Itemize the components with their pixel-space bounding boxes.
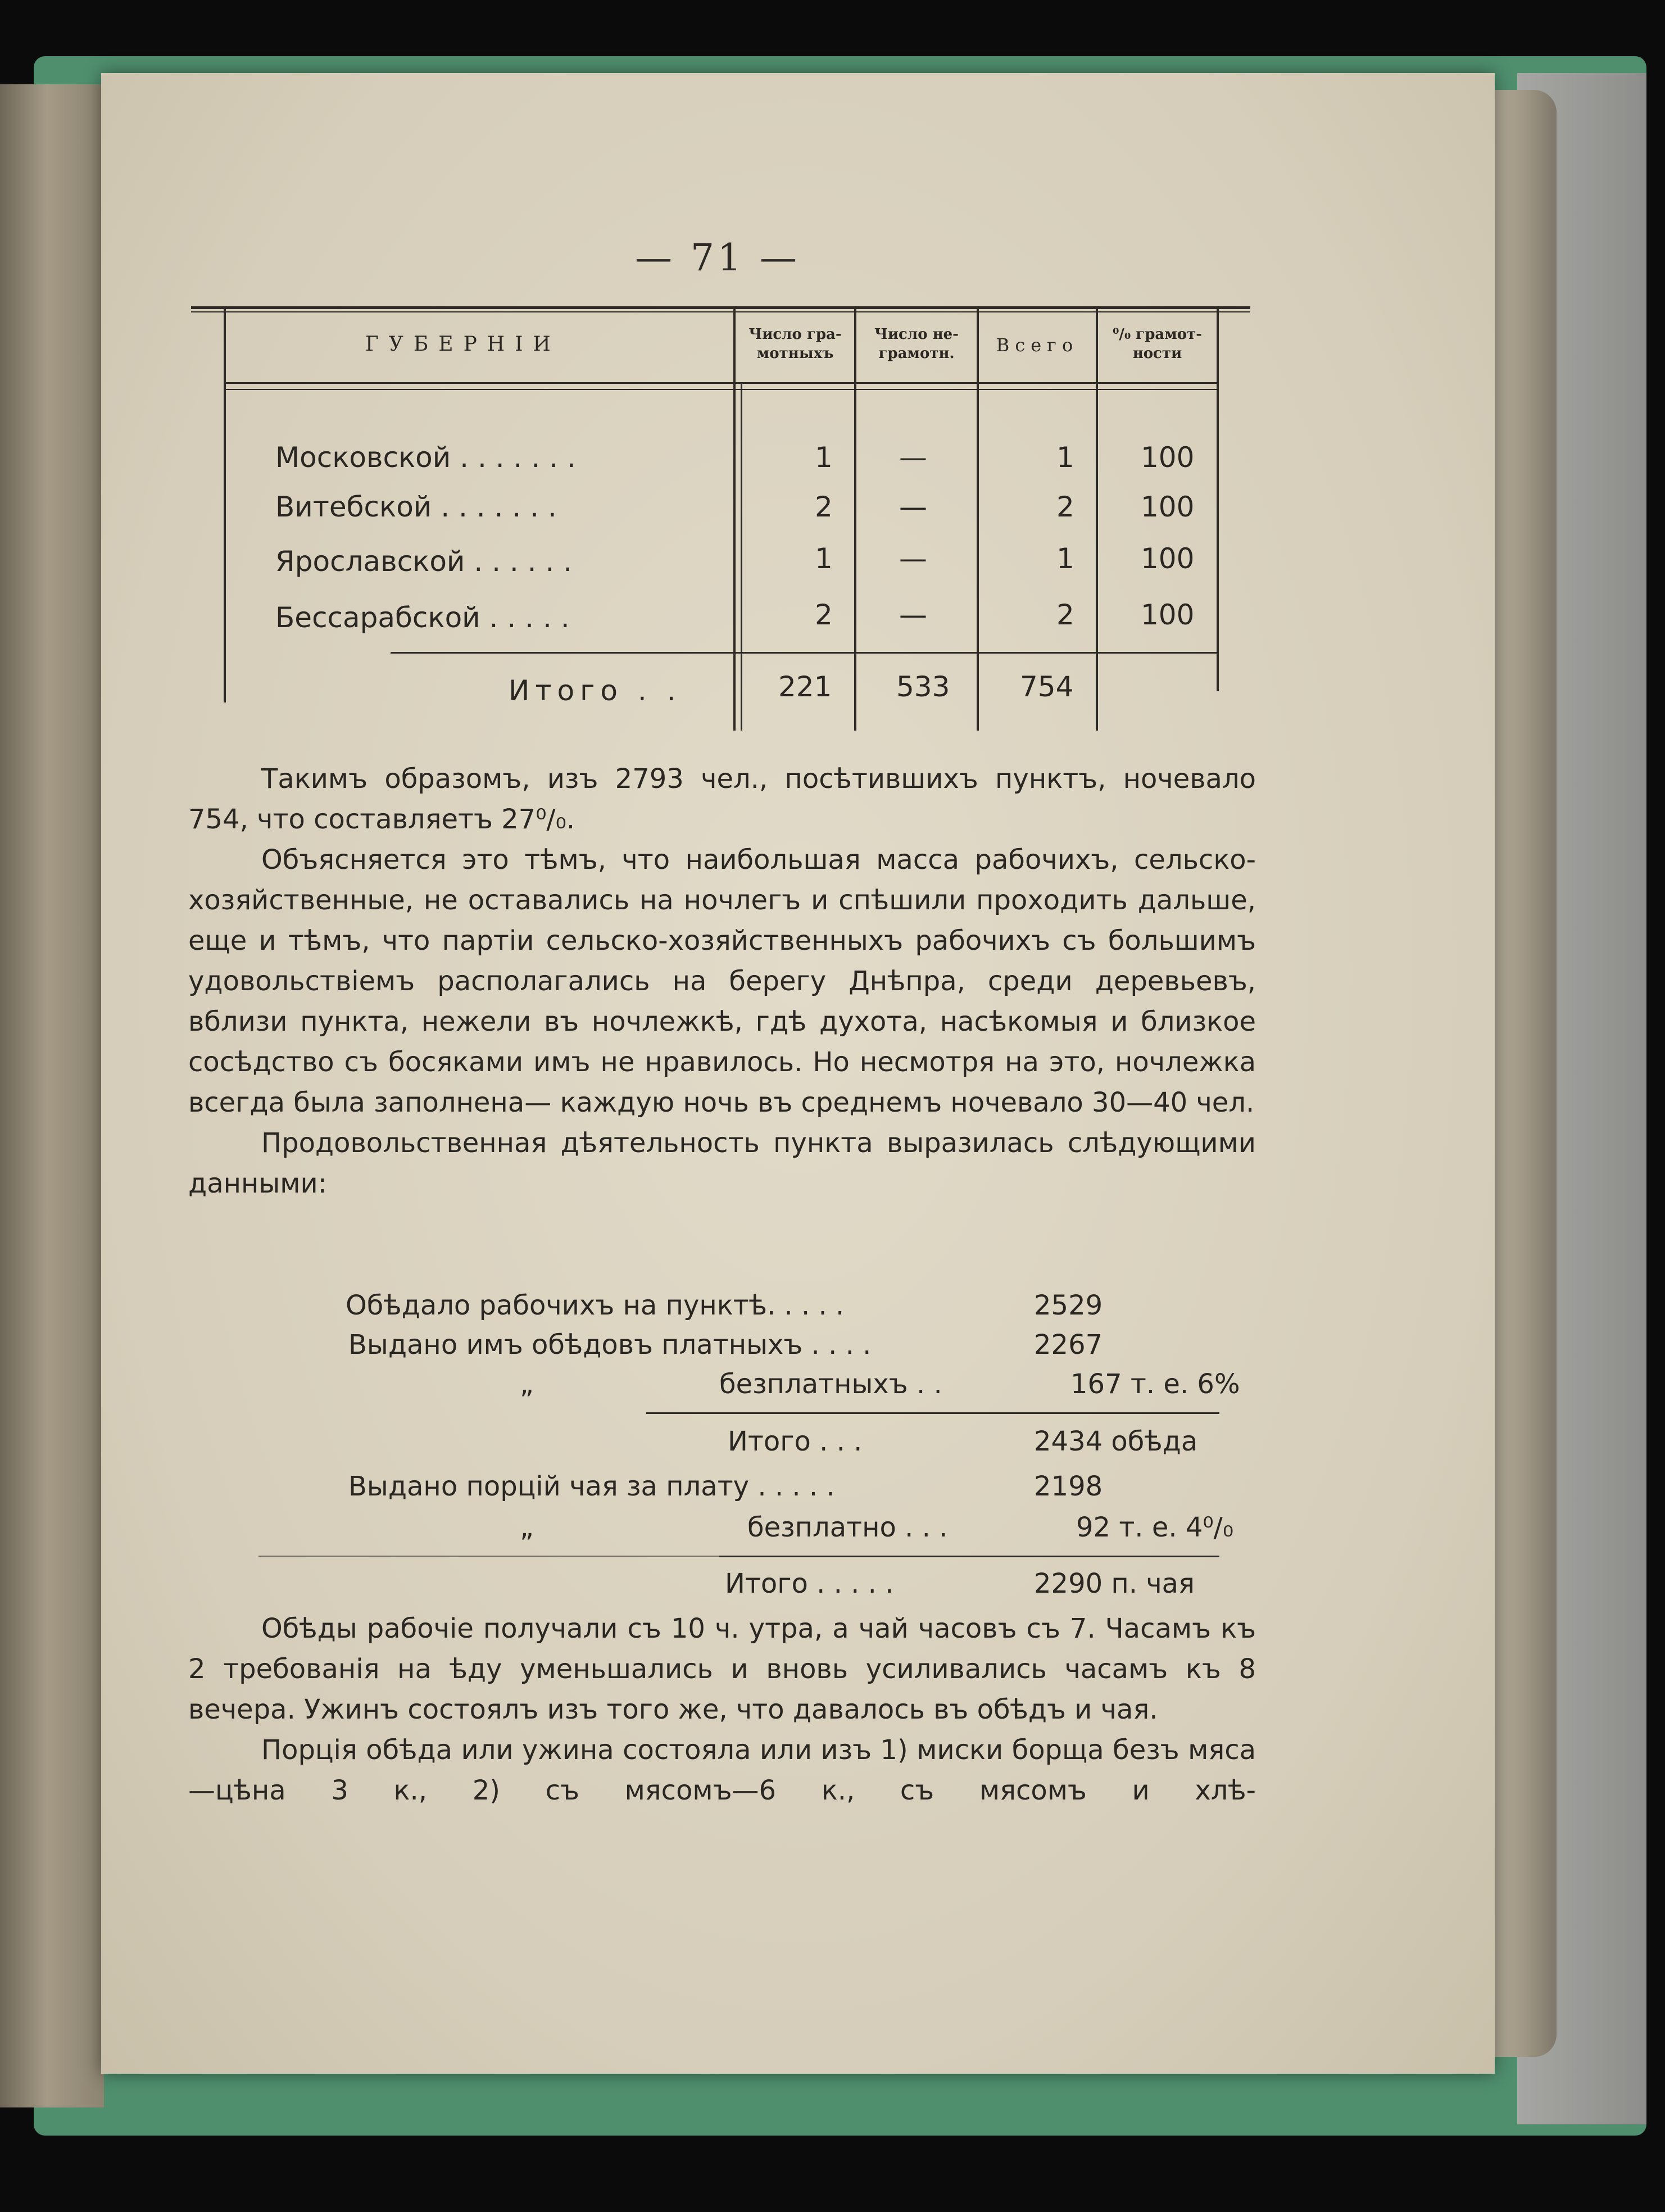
food-total-label: Итого . . . . . (725, 1568, 894, 1599)
table-row: Витебской . . . . . . . (275, 491, 557, 523)
paragraph: Обѣды рабочіе получали съ 10 ч. утра, а чай часовъ съ 7. Часамъ къ 2 требованія на ѣду уменьшались и вновь усиливались часамъ къ 8 вечера. Ужинъ состоялъ изъ того же, что давалось въ обѣдъ и чая. (188, 1613, 1256, 1725)
col-header-total: Всего (996, 334, 1079, 356)
cell-literate: 1 (815, 542, 833, 575)
cell-total: 1 (1056, 441, 1074, 474)
cell-percent: 100 (1141, 599, 1195, 631)
food-line-value: 2529 (1034, 1290, 1103, 1321)
paragraph: Такимъ образомъ, изъ 2793 чел., посѣтившихъ пунктъ, ночевало 754, что составляетъ 27⁰/₀. (188, 763, 1256, 835)
table-top-rule (191, 306, 1250, 309)
col-header-percent: ⁰/₀ грамот- ности (1112, 326, 1203, 362)
food-line-value: 92 т. е. 4⁰/₀ (1076, 1512, 1234, 1543)
cell-illiterate: — (899, 491, 927, 523)
table-col-divider (1096, 309, 1098, 731)
food-line-label: безплатныхъ . . (719, 1368, 942, 1400)
paragraph: Порція обѣда или ужина состояла или изъ 1) миски борща безъ мяса—цѣна 3 к., 2) съ мясомъ—6 к., съ мясомъ и хлѣ- (188, 1734, 1256, 1806)
cell-percent: 100 (1141, 491, 1195, 523)
food-line-value: 2267 (1034, 1329, 1103, 1361)
col-header-illiterate: Число не- грамотн. (874, 326, 959, 362)
left-page-edge (0, 84, 104, 2107)
cell-illiterate: — (899, 542, 927, 575)
sum-rule (719, 1556, 1219, 1557)
cell-literate: 1 (815, 441, 833, 474)
cell-literate: 2 (815, 599, 833, 631)
total-illiterate: 533 (896, 670, 950, 703)
food-line-label: Выдано порцій чая за плату . . . . . (348, 1471, 835, 1502)
total-literate: 221 (778, 670, 832, 703)
food-line-value: 167 т. е. 6% (1070, 1368, 1240, 1400)
table-row: Московской . . . . . . . (275, 441, 576, 474)
table-right-border (1217, 309, 1219, 691)
col-header-region: ГУБЕРНІИ (365, 333, 561, 356)
food-total-label: Итого . . . (728, 1426, 863, 1457)
table-row: Ярославской . . . . . . (275, 545, 573, 578)
paragraph: Объясняется это тѣмъ, что наибольшая масса рабочихъ, сельско-хозяйственные, не оставались на ночлегъ и спѣшили проходить дальше, еще и тѣмъ, что партіи сельско-хозяйственныхъ рабочихъ съ большимъ удовольствіемъ располагались на берегу Днѣпра, среди деревьевъ, вблизи пункта, нежели въ ночлежкѣ, гдѣ духота, насѣкомыя и близкое сосѣдство съ босяками имъ не нравилось. Но несмотря на это, ночлежка всегда была заполнена— каждую ночь въ среднемъ ночевало 30—40 чел. (188, 844, 1256, 1118)
sum-rule (646, 1412, 1219, 1414)
table-col-divider (854, 309, 856, 731)
paragraph: Продовольственная дѣятельность пункта выразилась слѣдующими данными: (188, 1127, 1256, 1199)
food-line-label: безплатно . . . (747, 1512, 948, 1543)
table-col-divider-double (741, 382, 742, 731)
total-row-label: Итого . . (509, 674, 682, 707)
food-line-value: 2198 (1034, 1471, 1103, 1502)
food-line-label: Обѣдало рабочихъ на пунктѣ. . . . . (346, 1290, 845, 1321)
cell-total: 1 (1056, 542, 1074, 575)
table-top-rule-thin (191, 311, 1250, 312)
cell-percent: 100 (1141, 542, 1195, 575)
food-line-label: Выдано имъ обѣдовъ платныхъ . . . . (348, 1329, 872, 1361)
food-total-value: 2290 п. чая (1034, 1568, 1195, 1599)
table-col-divider (733, 309, 736, 731)
table-row: Бессарабской . . . . . (275, 601, 570, 634)
cell-illiterate: — (899, 599, 927, 631)
ditto-mark: „ (520, 1512, 534, 1543)
cell-percent: 100 (1141, 441, 1195, 474)
ditto-mark: „ (520, 1368, 534, 1400)
table-col-divider (977, 309, 979, 731)
col-header-literate: Число гра- мотныхъ (748, 326, 842, 362)
cell-literate: 2 (815, 491, 833, 523)
table-left-border (224, 309, 226, 702)
page-number: — 71 — (635, 236, 800, 279)
table-header-rule (225, 382, 1217, 384)
cell-total: 2 (1056, 599, 1074, 631)
cell-illiterate: — (899, 441, 927, 474)
table-total-rule (391, 652, 1217, 654)
body-text-block-1 (188, 759, 1256, 1204)
total-total: 754 (1020, 670, 1074, 703)
cell-total: 2 (1056, 491, 1074, 523)
body-text-block-2 (188, 1608, 1256, 1811)
food-total-value: 2434 обѣда (1034, 1426, 1198, 1457)
table-header-rule-thin (225, 389, 1217, 390)
